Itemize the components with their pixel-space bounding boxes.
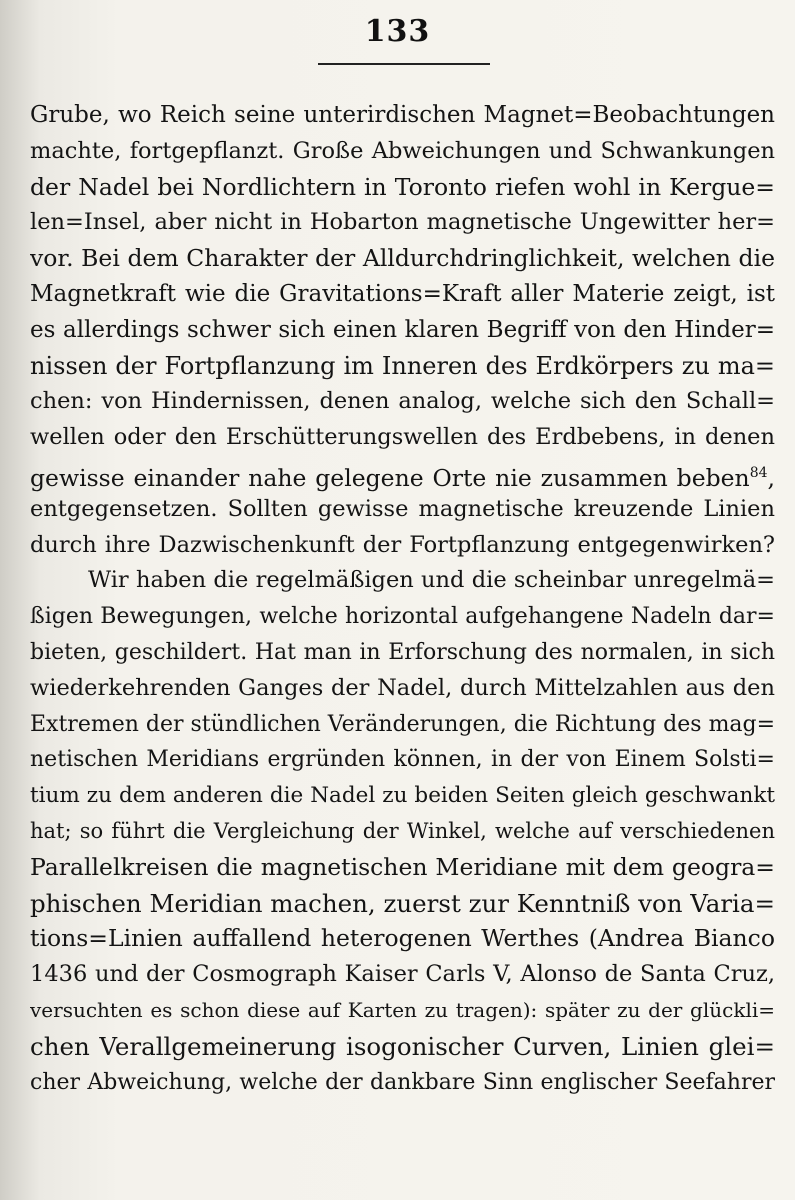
- text-line: wellen oder den Erschütterungswellen des Erdbebens, in denen: [30, 424, 775, 451]
- text-line: netischen Meridians ergründen können, in der von Einem Solsti=: [30, 747, 775, 773]
- text-line: 1436 und der Cosmograph Kaiser Carls V, Alonso de Santa Cruz,: [30, 961, 775, 988]
- text-line: hat; so führt die Vergleichung der Winkel, welche auf verschiedenen: [30, 818, 775, 843]
- text-line: chen: von Hindernissen, denen analog, welche sich den Schall=: [30, 388, 775, 415]
- body-text: [30, 98, 775, 1168]
- text-line: ßigen Bewegungen, welche horizontal aufgehangene Nadeln dar=: [30, 604, 775, 630]
- text-line: vor. Bei dem Charakter der Alldurchdringlichkeit, welchen die: [30, 244, 775, 273]
- text-line: cher Abweichung, welche der dankbare Sinn englischer Seefahrer: [30, 1069, 775, 1095]
- text-line: chen Verallgemeinerung isogonischer Curven, Linien glei=: [30, 1031, 775, 1061]
- text-line-indented: Wir haben die regelmäßigen und die scheinbar unregelmä=: [88, 567, 775, 594]
- text-line: Grube, wo Reich seine unterirdischen Magnet=Beobachtungen: [30, 102, 775, 128]
- text-line: phischen Meridian machen, zuerst zur Kenntniß von Varia=: [30, 888, 775, 918]
- text-line-content: gewisse einander nahe gelegene Orte nie zusammen beben: [30, 463, 750, 492]
- text-line: der Nadel bei Nordlichtern in Toronto riefen wohl in Kergue=: [30, 172, 775, 201]
- text-line: gewisse einander nahe gelegene Orte nie zusammen beben$^{84}$,: [30, 463, 775, 492]
- text-line: Magnetkraft wie die Gravitations=Kraft aller Materie zeigt, ist: [30, 280, 775, 307]
- text-line: Extremen der stündlichen Veränderungen, die Richtung des mag=: [30, 711, 775, 737]
- text-line: es allerdings schwer sich einen klaren Begriff von den Hinder=: [30, 316, 775, 343]
- header-rule: [318, 63, 490, 65]
- text-line: nissen der Fortpflanzung im Inneren des Erdkörpers zu ma=: [30, 351, 775, 380]
- text-line: versuchten es schon diese auf Karten zu tragen): später zu der glückli=: [30, 997, 775, 1022]
- text-line: bieten, geschildert. Hat man in Erforschung des normalen, in sich: [30, 639, 775, 665]
- footnote-reference: 84: [749, 464, 768, 481]
- text-line: len=Insel, aber nicht in Hobarton magnetische Ungewitter her=: [30, 209, 775, 236]
- text-line: tions=Linien auffallend heterogenen Werthes (Andrea Bianco: [30, 924, 775, 953]
- page-number: 133: [364, 14, 431, 49]
- text-line: durch ihre Dazwischenkunft der Fortpflanzung entgegenwirken?: [30, 531, 775, 558]
- text-line: entgegensetzen. Sollten gewisse magnetische kreuzende Linien: [30, 495, 775, 522]
- text-line: wiederkehrenden Ganges der Nadel, durch Mittelzahlen aus den: [30, 674, 775, 701]
- text-line: tium zu dem anderen die Nadel zu beiden Seiten gleich geschwankt: [30, 783, 775, 809]
- text-line: machte, fortgepflanzt. Große Abweichungen und Schwankungen: [30, 137, 775, 164]
- text-line: Parallelkreisen die magnetischen Meridiane mit dem geogra=: [30, 852, 775, 881]
